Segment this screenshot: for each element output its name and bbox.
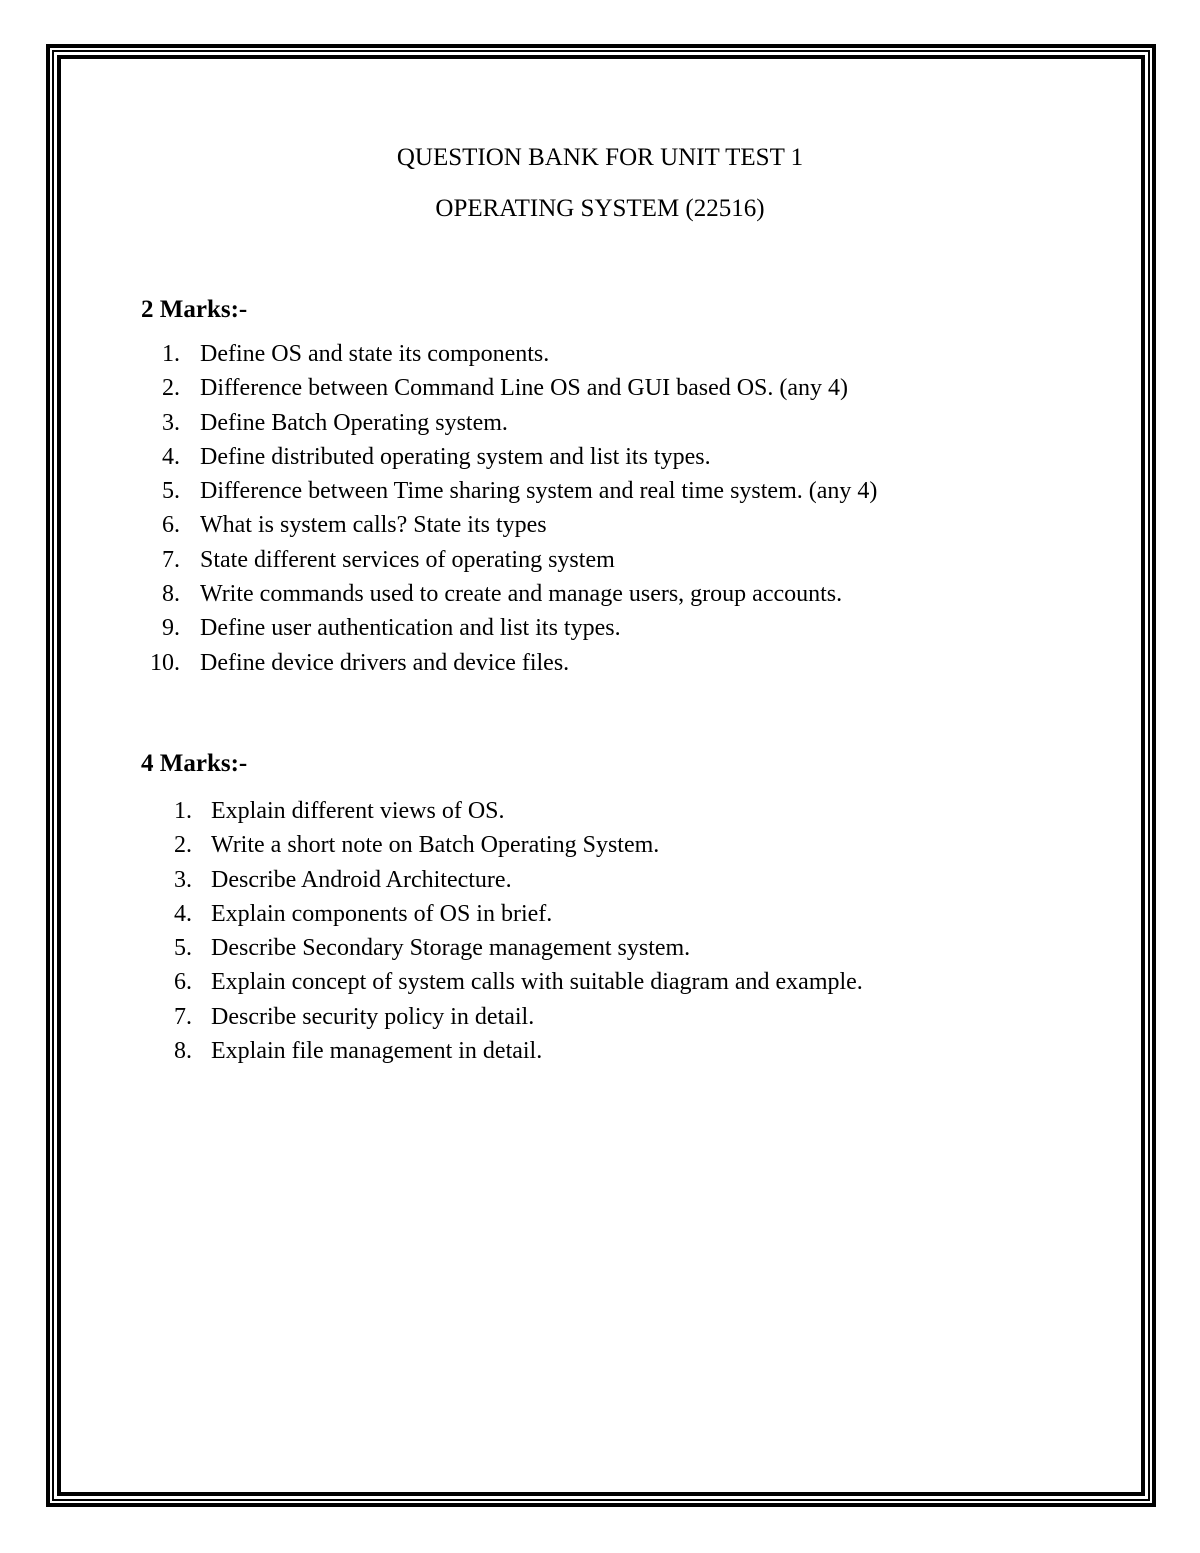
question-number: 5.	[174, 935, 192, 962]
question-number: 5.	[162, 478, 180, 505]
section-heading-4-marks: 4 Marks:-	[141, 750, 248, 777]
document-title: QUESTION BANK FOR UNIT TEST 1	[396, 144, 804, 171]
question-number: 2.	[174, 832, 192, 859]
document-subtitle: OPERATING SYSTEM (22516)	[435, 195, 765, 222]
question-number: 4.	[174, 900, 192, 927]
question-text: Describe Secondary Storage management system.	[211, 935, 691, 962]
question-number: 4.	[162, 443, 180, 470]
question-text: Difference between Command Line OS and GUI based OS. (any 4)	[200, 375, 849, 402]
question-text: Explain concept of system calls with suitable diagram and example.	[211, 969, 863, 996]
question-text: Define user authentication and list its types.	[200, 615, 621, 642]
question-number: 3.	[162, 409, 180, 436]
question-text: Explain components of OS in brief.	[211, 900, 553, 927]
question-text: Difference between Time sharing system and real time system. (any 4)	[200, 478, 878, 505]
question-number: 3.	[174, 866, 192, 893]
question-number: 8.	[162, 581, 180, 608]
question-text: Define distributed operating system and list its types.	[200, 443, 711, 470]
section-heading-2-marks: 2 Marks:-	[141, 296, 248, 323]
question-number: 1.	[174, 798, 192, 824]
question-text: State different services of operating system	[200, 546, 615, 573]
question-text: Define Batch Operating system.	[200, 409, 508, 436]
question-number: 9.	[162, 615, 180, 642]
question-text: Describe security policy in detail.	[211, 1003, 535, 1030]
question-text: Explain file management in detail.	[211, 1038, 543, 1065]
question-number: 6.	[174, 969, 192, 996]
question-text: Explain different views of OS.	[211, 798, 505, 824]
question-number: 2.	[162, 375, 180, 402]
question-number: 1.	[162, 341, 180, 367]
question-text: Define device drivers and device files.	[200, 649, 570, 676]
question-number: 7.	[174, 1003, 192, 1030]
question-number: 10.	[150, 649, 180, 676]
question-text: Describe Android Architecture.	[211, 866, 512, 893]
question-text: Write a short note on Batch Operating System.	[211, 832, 660, 859]
question-text: Define OS and state its components.	[200, 341, 550, 367]
question-text: What is system calls? State its types	[200, 512, 547, 539]
question-number: 8.	[174, 1038, 192, 1065]
question-number: 7.	[162, 546, 180, 573]
question-text: Write commands used to create and manage users, group accounts.	[200, 581, 843, 608]
question-number: 6.	[162, 512, 180, 539]
